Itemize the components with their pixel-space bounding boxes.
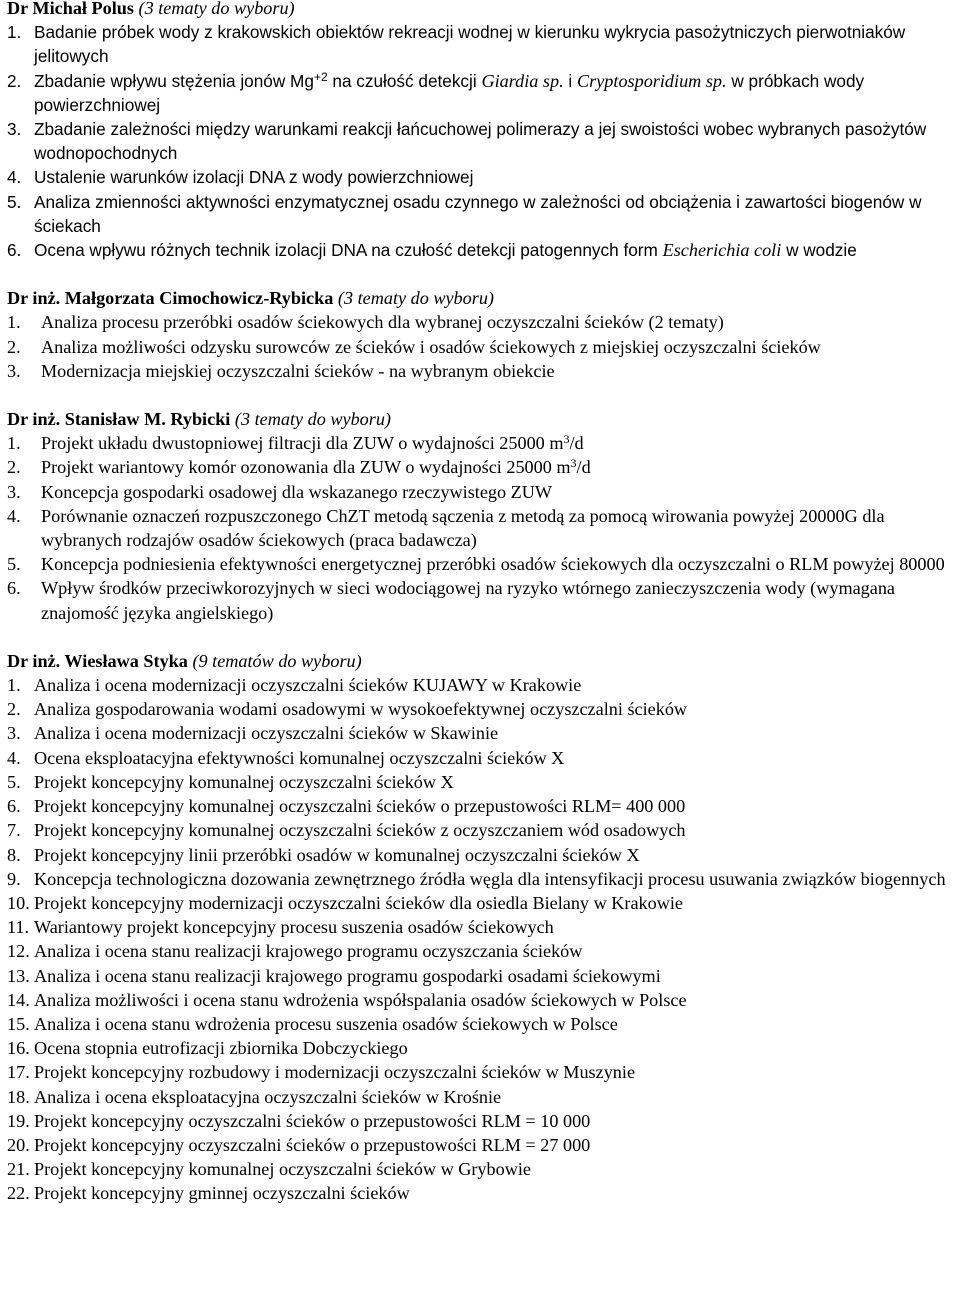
topic-number: 4. — [7, 167, 22, 188]
topic-number: 17. — [7, 1062, 30, 1083]
superscript-text: 3 — [563, 432, 570, 447]
topic-item — [7, 504, 957, 552]
section-cimochowicz-rybicka — [7, 286, 957, 383]
topic-title — [34, 1133, 957, 1157]
topic-number: 12. — [7, 941, 30, 962]
topic-text: Projekt koncepcyjny rozbudowy i modernizacji oczyszczalni ścieków w Muszynie — [34, 1062, 636, 1083]
supervisor-name: Dr inż. Wiesława Styka — [7, 650, 188, 671]
topic-number: 2. — [7, 336, 21, 357]
topic-item — [7, 818, 957, 842]
topic-text: Projekt koncepcyjny komunalnej oczyszczalni ścieków w Grybowie — [34, 1159, 531, 1180]
topic-title — [34, 1085, 957, 1109]
topic-item — [7, 359, 957, 383]
topic-text: Zbadanie zależności między warunkami reakcji łańcuchowej polimerazy a jej swoistości wobec wybranych pasożytów wodnopochodnych — [34, 119, 927, 164]
topic-item — [7, 891, 957, 915]
supervisor-name: Dr Michał Polus — [7, 0, 134, 18]
topic-text: Analiza i ocena stanu realizacji krajowego programu oczyszczania ścieków — [34, 941, 583, 962]
topic-title — [41, 480, 957, 504]
topic-item — [7, 1060, 957, 1084]
topic-item — [7, 770, 957, 794]
topic-number: 3. — [7, 723, 21, 744]
topic-number: 2. — [7, 457, 21, 478]
topic-text: Projekt koncepcyjny linii przeróbki osadów w komunalnej oczyszczalni ścieków X — [34, 844, 640, 865]
topic-number: 6. — [7, 578, 21, 599]
topic-list — [7, 673, 957, 1205]
topic-text: Ocena wpływu różnych technik izolacji DNA na czułość detekcji patogennych form — [34, 240, 663, 261]
topic-number: 3. — [7, 481, 21, 502]
topic-number: 10. — [7, 892, 30, 913]
topic-number: 18. — [7, 1086, 30, 1107]
topic-item — [7, 964, 957, 988]
topic-number: 6. — [7, 240, 22, 261]
topic-number: 16. — [7, 1038, 30, 1059]
topic-number: 4. — [7, 747, 21, 768]
section-heading — [7, 0, 957, 20]
topic-list — [7, 310, 957, 383]
topic-title — [34, 964, 957, 988]
topic-text: Modernizacja miejskiej oczyszczalni ścieków - na wybranym obiekcie — [41, 360, 555, 381]
topic-text: Analiza i ocena stanu realizacji krajowego programu gospodarki osadami ściekowymi — [34, 965, 661, 986]
topic-number: 1. — [7, 22, 22, 43]
topic-list — [7, 431, 957, 625]
topic-text: Zbadanie wpływu stężenia jonów Mg — [34, 70, 314, 91]
topic-list — [7, 20, 957, 262]
topic-item — [7, 552, 957, 576]
topic-item — [7, 746, 957, 770]
topic-number: 5. — [7, 554, 21, 575]
topic-item — [7, 988, 957, 1012]
topic-number: 11. — [7, 917, 30, 938]
topic-text: Analiza i ocena modernizacji oczyszczalni ścieków KUJAWY w Krakowie — [34, 675, 582, 696]
topic-number: 7. — [7, 820, 21, 841]
topic-title — [34, 1012, 957, 1036]
topic-number: 5. — [7, 771, 21, 792]
topic-text: Projekt koncepcyjny komunalnej oczyszczalni ścieków z oczyszczaniem wód osadowych — [34, 820, 686, 841]
topic-number: 5. — [7, 191, 22, 212]
topic-item — [7, 867, 957, 891]
topic-text: /d — [569, 433, 584, 454]
topic-text: Projekt koncepcyjny oczyszczalni ścieków o przepustowości RLM = 27 000 — [34, 1134, 591, 1155]
topic-text: w próbkach wody powierzchniowej — [34, 70, 865, 115]
topic-number: 13. — [7, 965, 30, 986]
topic-text: Analiza gospodarowania wodami osadowymi w wysokoefektywnej oczyszczalni ścieków — [34, 699, 688, 720]
topic-title — [34, 190, 957, 238]
topic-number: 4. — [7, 505, 21, 526]
topic-text: Analiza i ocena stanu wdrożenia procesu suszenia osadów ściekowych w Polsce — [34, 1013, 618, 1034]
topic-title — [41, 310, 957, 334]
topic-title — [34, 117, 957, 165]
topic-title — [34, 794, 957, 818]
topic-number: 3. — [7, 360, 21, 381]
topic-number: 19. — [7, 1110, 30, 1131]
topic-text: Projekt układu dwustopniowej filtracji dla ZUW o wydajności 25000 m — [41, 433, 564, 454]
topic-item — [7, 1036, 957, 1060]
topic-item — [7, 794, 957, 818]
section-styka — [7, 649, 957, 1206]
topic-title — [34, 1181, 957, 1205]
topic-item — [7, 1133, 957, 1157]
section-heading — [7, 286, 957, 310]
topic-title — [41, 359, 957, 383]
topic-title — [41, 455, 957, 479]
topic-number: 9. — [7, 868, 21, 889]
topic-item — [7, 576, 957, 624]
topic-number: 2. — [7, 699, 21, 720]
italic-species-name: Escherichia coli — [662, 240, 782, 261]
topic-number: 21. — [7, 1159, 30, 1180]
topic-title — [34, 915, 957, 939]
topic-item — [7, 1085, 957, 1109]
topic-text: Analiza procesu przeróbki osadów ściekowych dla wybranej oczyszczalni ścieków (2 tematy) — [41, 312, 724, 333]
topic-title — [34, 939, 957, 963]
topic-item — [7, 431, 957, 455]
topic-title — [34, 165, 957, 189]
topic-text: /d — [576, 457, 591, 478]
topic-text: Badanie próbek wody z krakowskich obiektów rekreacji wodnej w kierunku wykrycia pasożytniczych pierwotniaków jelitowych — [34, 22, 906, 67]
topic-item — [7, 915, 957, 939]
topic-number: 14. — [7, 989, 30, 1010]
topic-item — [7, 697, 957, 721]
topic-number: 3. — [7, 119, 22, 140]
topic-text: Analiza zmienności aktywności enzymatycznej osadu czynnego w zależności od obciążenia i zawartości biogenów w ściekach — [34, 191, 922, 236]
topic-item — [7, 1157, 957, 1181]
topic-text: Porównanie oznaczeń rozpuszczonego ChZT metodą sączenia z metodą za pomocą wirowania powyżej 20000G dla wybranych rodzajów osadów ściekowych (praca badawcza) — [41, 505, 885, 551]
topic-count-note: (3 tematy do wyboru) — [138, 0, 295, 18]
topic-text: Projekt koncepcyjny modernizacji oczyszczalni ścieków dla osiedla Bielany w Krakowie — [34, 892, 683, 913]
supervisor-name: Dr inż. Małgorzata Cimochowicz-Rybicka — [7, 288, 334, 309]
topic-title — [34, 673, 957, 697]
topic-item — [7, 939, 957, 963]
topic-title — [34, 697, 957, 721]
topic-title — [34, 988, 957, 1012]
topic-number: 1. — [7, 675, 21, 696]
topic-item — [7, 1181, 957, 1205]
topic-number: 6. — [7, 796, 21, 817]
topic-text: Analiza i ocena modernizacji oczyszczalni ścieków w Skawinie — [34, 723, 499, 744]
section-rybicki — [7, 407, 957, 625]
topic-text: Ocena eksploatacyjna efektywności komunalnej oczyszczalni ścieków X — [34, 747, 565, 768]
topic-title — [34, 770, 957, 794]
topic-title — [34, 818, 957, 842]
topic-title — [34, 20, 957, 68]
topic-item — [7, 165, 957, 189]
superscript-text: 3 — [570, 456, 577, 471]
topic-text: Analiza możliwości odzysku surowców ze ścieków i osadów ściekowych z miejskiej oczyszczalni ścieków — [41, 336, 821, 357]
italic-species-name: Giardia sp. — [481, 70, 564, 91]
topic-text: Wpływ środków przeciwkorozyjnych w sieci wodociągowej na ryzyko wtórnego zanieczyszczenia wody (wymagana znajomość języka angielskiego) — [41, 578, 895, 623]
topic-item — [7, 843, 957, 867]
section-heading — [7, 407, 957, 431]
topic-text: Projekt koncepcyjny komunalnej oczyszczalni ścieków X — [34, 771, 454, 792]
topic-text: Analiza i ocena eksploatacyjna oczyszczalni ścieków w Krośnie — [34, 1086, 502, 1107]
topic-item — [7, 20, 957, 68]
topic-text: Projekt wariantowy komór ozonowania dla ZUW o wydajności 25000 m — [41, 457, 571, 478]
topic-item — [7, 69, 957, 117]
topic-title — [41, 335, 957, 359]
topic-text: Wariantowy projekt koncepcyjny procesu suszenia osadów ściekowych — [34, 917, 554, 938]
topic-title — [34, 867, 957, 891]
topic-title — [41, 576, 957, 624]
topic-number: 8. — [7, 844, 21, 865]
topic-text: Koncepcja podniesienia efektywności energetycznej przeróbki osadów ściekowych dla oczyszczalni o RLM powyżej 80000 — [41, 554, 945, 575]
topic-item — [7, 455, 957, 479]
topic-title — [34, 1109, 957, 1133]
document-page — [7, 0, 957, 1206]
topic-count-note: (9 tematów do wyboru) — [192, 650, 362, 671]
topic-title — [41, 431, 957, 455]
topic-item — [7, 238, 957, 262]
topic-number: 2. — [7, 70, 22, 91]
topic-count-note: (3 tematy do wyboru) — [234, 409, 391, 430]
topic-text: w wodzie — [781, 240, 857, 261]
topic-text: Ocena stopnia eutrofizacji zbiornika Dobczyckiego — [34, 1038, 408, 1059]
topic-title — [34, 1036, 957, 1060]
topic-text: i — [563, 70, 578, 91]
topic-title — [34, 891, 957, 915]
topic-item — [7, 190, 957, 238]
topic-text: Koncepcja gospodarki osadowej dla wskazanego rzeczywistego ZUW — [41, 481, 553, 502]
supervisor-name: Dr inż. Stanisław M. Rybicki — [7, 409, 231, 430]
topic-item — [7, 335, 957, 359]
topic-item — [7, 310, 957, 334]
topic-number: 20. — [7, 1134, 30, 1155]
superscript-text: +2 — [313, 69, 328, 84]
topic-title — [34, 1060, 957, 1084]
topic-title — [34, 69, 957, 117]
topic-text: na czułość detekcji — [327, 70, 482, 91]
topic-text: Koncepcja technologiczna dozowania zewnętrznego źródła węgla dla intensyfikacji procesu usuwania związków biogennych — [34, 868, 946, 889]
topic-item — [7, 1109, 957, 1133]
topic-title — [34, 721, 957, 745]
topic-title — [34, 1157, 957, 1181]
topic-item — [7, 117, 957, 165]
topic-text: Ustalenie warunków izolacji DNA z wody powierzchniowej — [34, 167, 474, 188]
topic-text: Projekt koncepcyjny oczyszczalni ścieków o przepustowości RLM = 10 000 — [34, 1110, 591, 1131]
topic-number: 1. — [7, 312, 21, 333]
topic-text: Projekt koncepcyjny gminnej oczyszczalni ścieków — [34, 1183, 410, 1204]
topic-title — [34, 746, 957, 770]
topic-number: 15. — [7, 1013, 30, 1034]
topic-item — [7, 480, 957, 504]
section-heading — [7, 649, 957, 673]
italic-species-name: Cryptosporidium sp. — [577, 70, 727, 91]
topic-count-note: (3 tematy do wyboru) — [337, 288, 494, 309]
topic-number: 1. — [7, 433, 21, 454]
topic-title — [41, 504, 957, 552]
topic-item — [7, 721, 957, 745]
topic-number: 22. — [7, 1183, 30, 1204]
topic-title — [41, 552, 957, 576]
topic-title — [34, 843, 957, 867]
topic-text: Projekt koncepcyjny komunalnej oczyszczalni ścieków o przepustowości RLM= 400 000 — [34, 796, 686, 817]
topic-item — [7, 1012, 957, 1036]
topic-item — [7, 673, 957, 697]
topic-title — [34, 238, 957, 262]
topic-text: Analiza możliwości i ocena stanu wdrożenia współspalania osadów ściekowych w Polsce — [34, 989, 687, 1010]
section-polus — [7, 0, 957, 262]
